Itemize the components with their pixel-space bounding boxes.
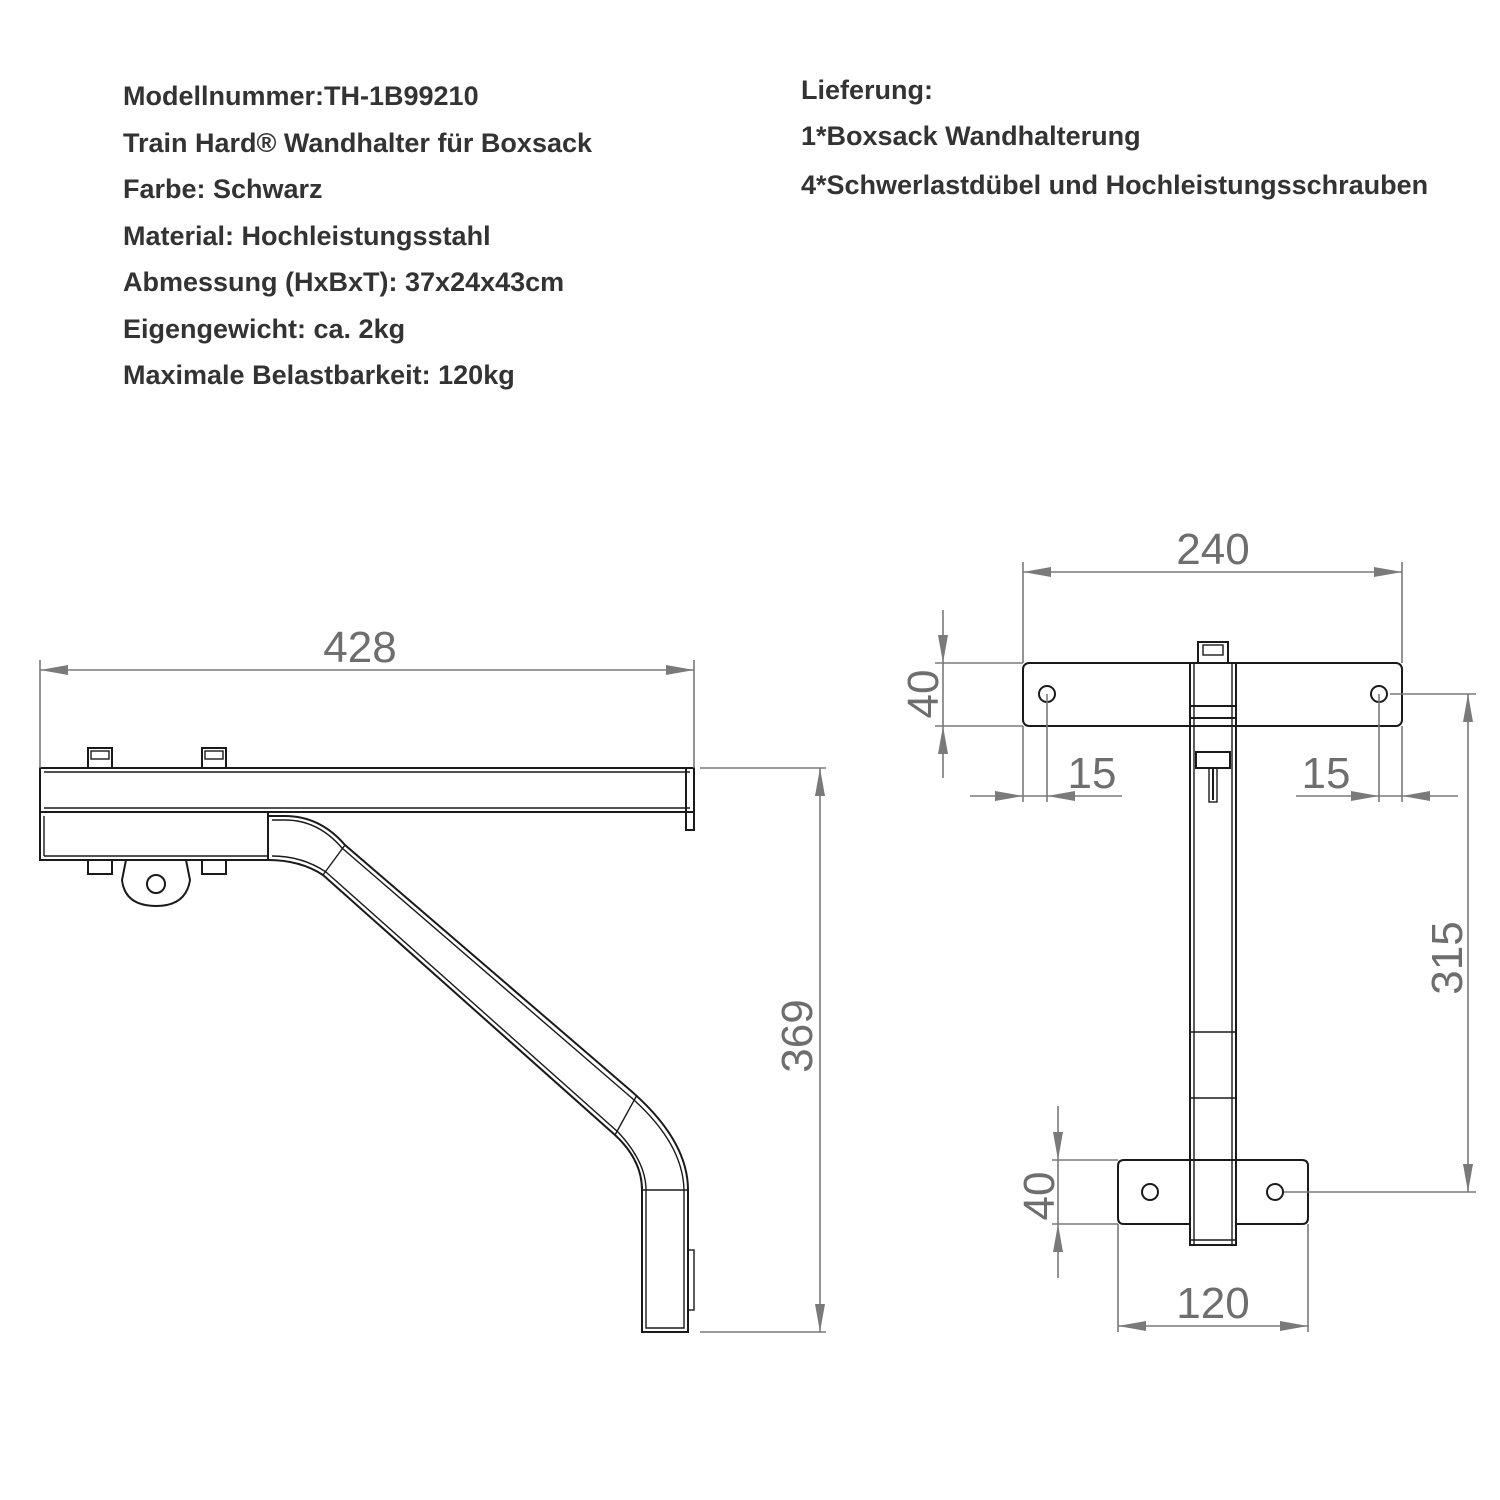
spec-color: Farbe: Schwarz	[123, 174, 323, 204]
spec-max-load: Maximale Belastbarkeit: 120kg	[123, 360, 515, 390]
side-view-top-bar	[40, 768, 694, 812]
front-view-right-offset-dimension	[1296, 694, 1458, 802]
side-view-width-label: 428	[323, 623, 397, 672]
front-view-hole-spacing-label: 315	[1423, 921, 1472, 995]
side-view-lower-bar	[40, 812, 268, 860]
side-view-height-dimension	[700, 768, 826, 1332]
spec-material: Material: Hochleistungsstahl	[123, 220, 491, 251]
side-view-width-dimension	[40, 623, 694, 768]
front-view-top-plate	[1023, 663, 1402, 726]
bottom-plate-left-hole	[1142, 1184, 1158, 1200]
side-view-hanging-eye	[122, 860, 190, 906]
delivery-item-anchors: 4*Schwerlastdübel und Hochleistungsschrauben	[801, 170, 1429, 200]
side-view-wall-plate	[686, 768, 694, 830]
side-view-drawing	[40, 623, 826, 1332]
bottom-plate-right-hole	[1267, 1184, 1283, 1200]
side-view-height-label: 369	[773, 999, 822, 1073]
spec-weight: Eigengewicht: ca. 2kg	[123, 313, 406, 344]
front-view-drawing	[899, 525, 1476, 1332]
side-view-nut-bottom-2	[202, 860, 226, 874]
side-view-bolt-top-1	[88, 748, 112, 768]
front-view-bottom-plate-height-label: 40	[1015, 1171, 1064, 1221]
front-view-right-offset-label: 15	[1301, 749, 1351, 798]
delivery-item-bracket: 1*Boxsack Wandhalterung	[801, 121, 1141, 151]
front-view-bottom-plate	[1118, 1160, 1308, 1245]
front-view-top-plate-height-dimension	[899, 610, 1023, 778]
side-view-bolt-top-2	[202, 748, 226, 768]
front-view-bottom-width-label: 120	[1176, 1279, 1250, 1328]
spec-model: Modellnummer:TH-1B99210	[123, 81, 479, 111]
front-view-top-bolt	[1190, 642, 1236, 802]
side-view-diagonal-arm	[268, 816, 694, 1332]
delivery-title: Lieferung:	[801, 75, 933, 105]
spec-product-name: Train Hard® Wandhalter für Boxsack	[123, 127, 593, 158]
side-view-nut-bottom-1	[88, 860, 112, 874]
front-view-top-plate-height-label: 40	[899, 669, 948, 719]
spec-dimensions: Abmessung (HxBxT): 37x24x43cm	[123, 267, 565, 297]
front-view-vertical-beam	[1190, 663, 1236, 1245]
front-view-top-width-label: 240	[1176, 525, 1250, 574]
front-view-left-offset-dimension	[970, 694, 1122, 802]
front-view-bottom-plate-height-dimension	[1015, 1106, 1118, 1278]
front-view-left-offset-label: 15	[1067, 749, 1117, 798]
